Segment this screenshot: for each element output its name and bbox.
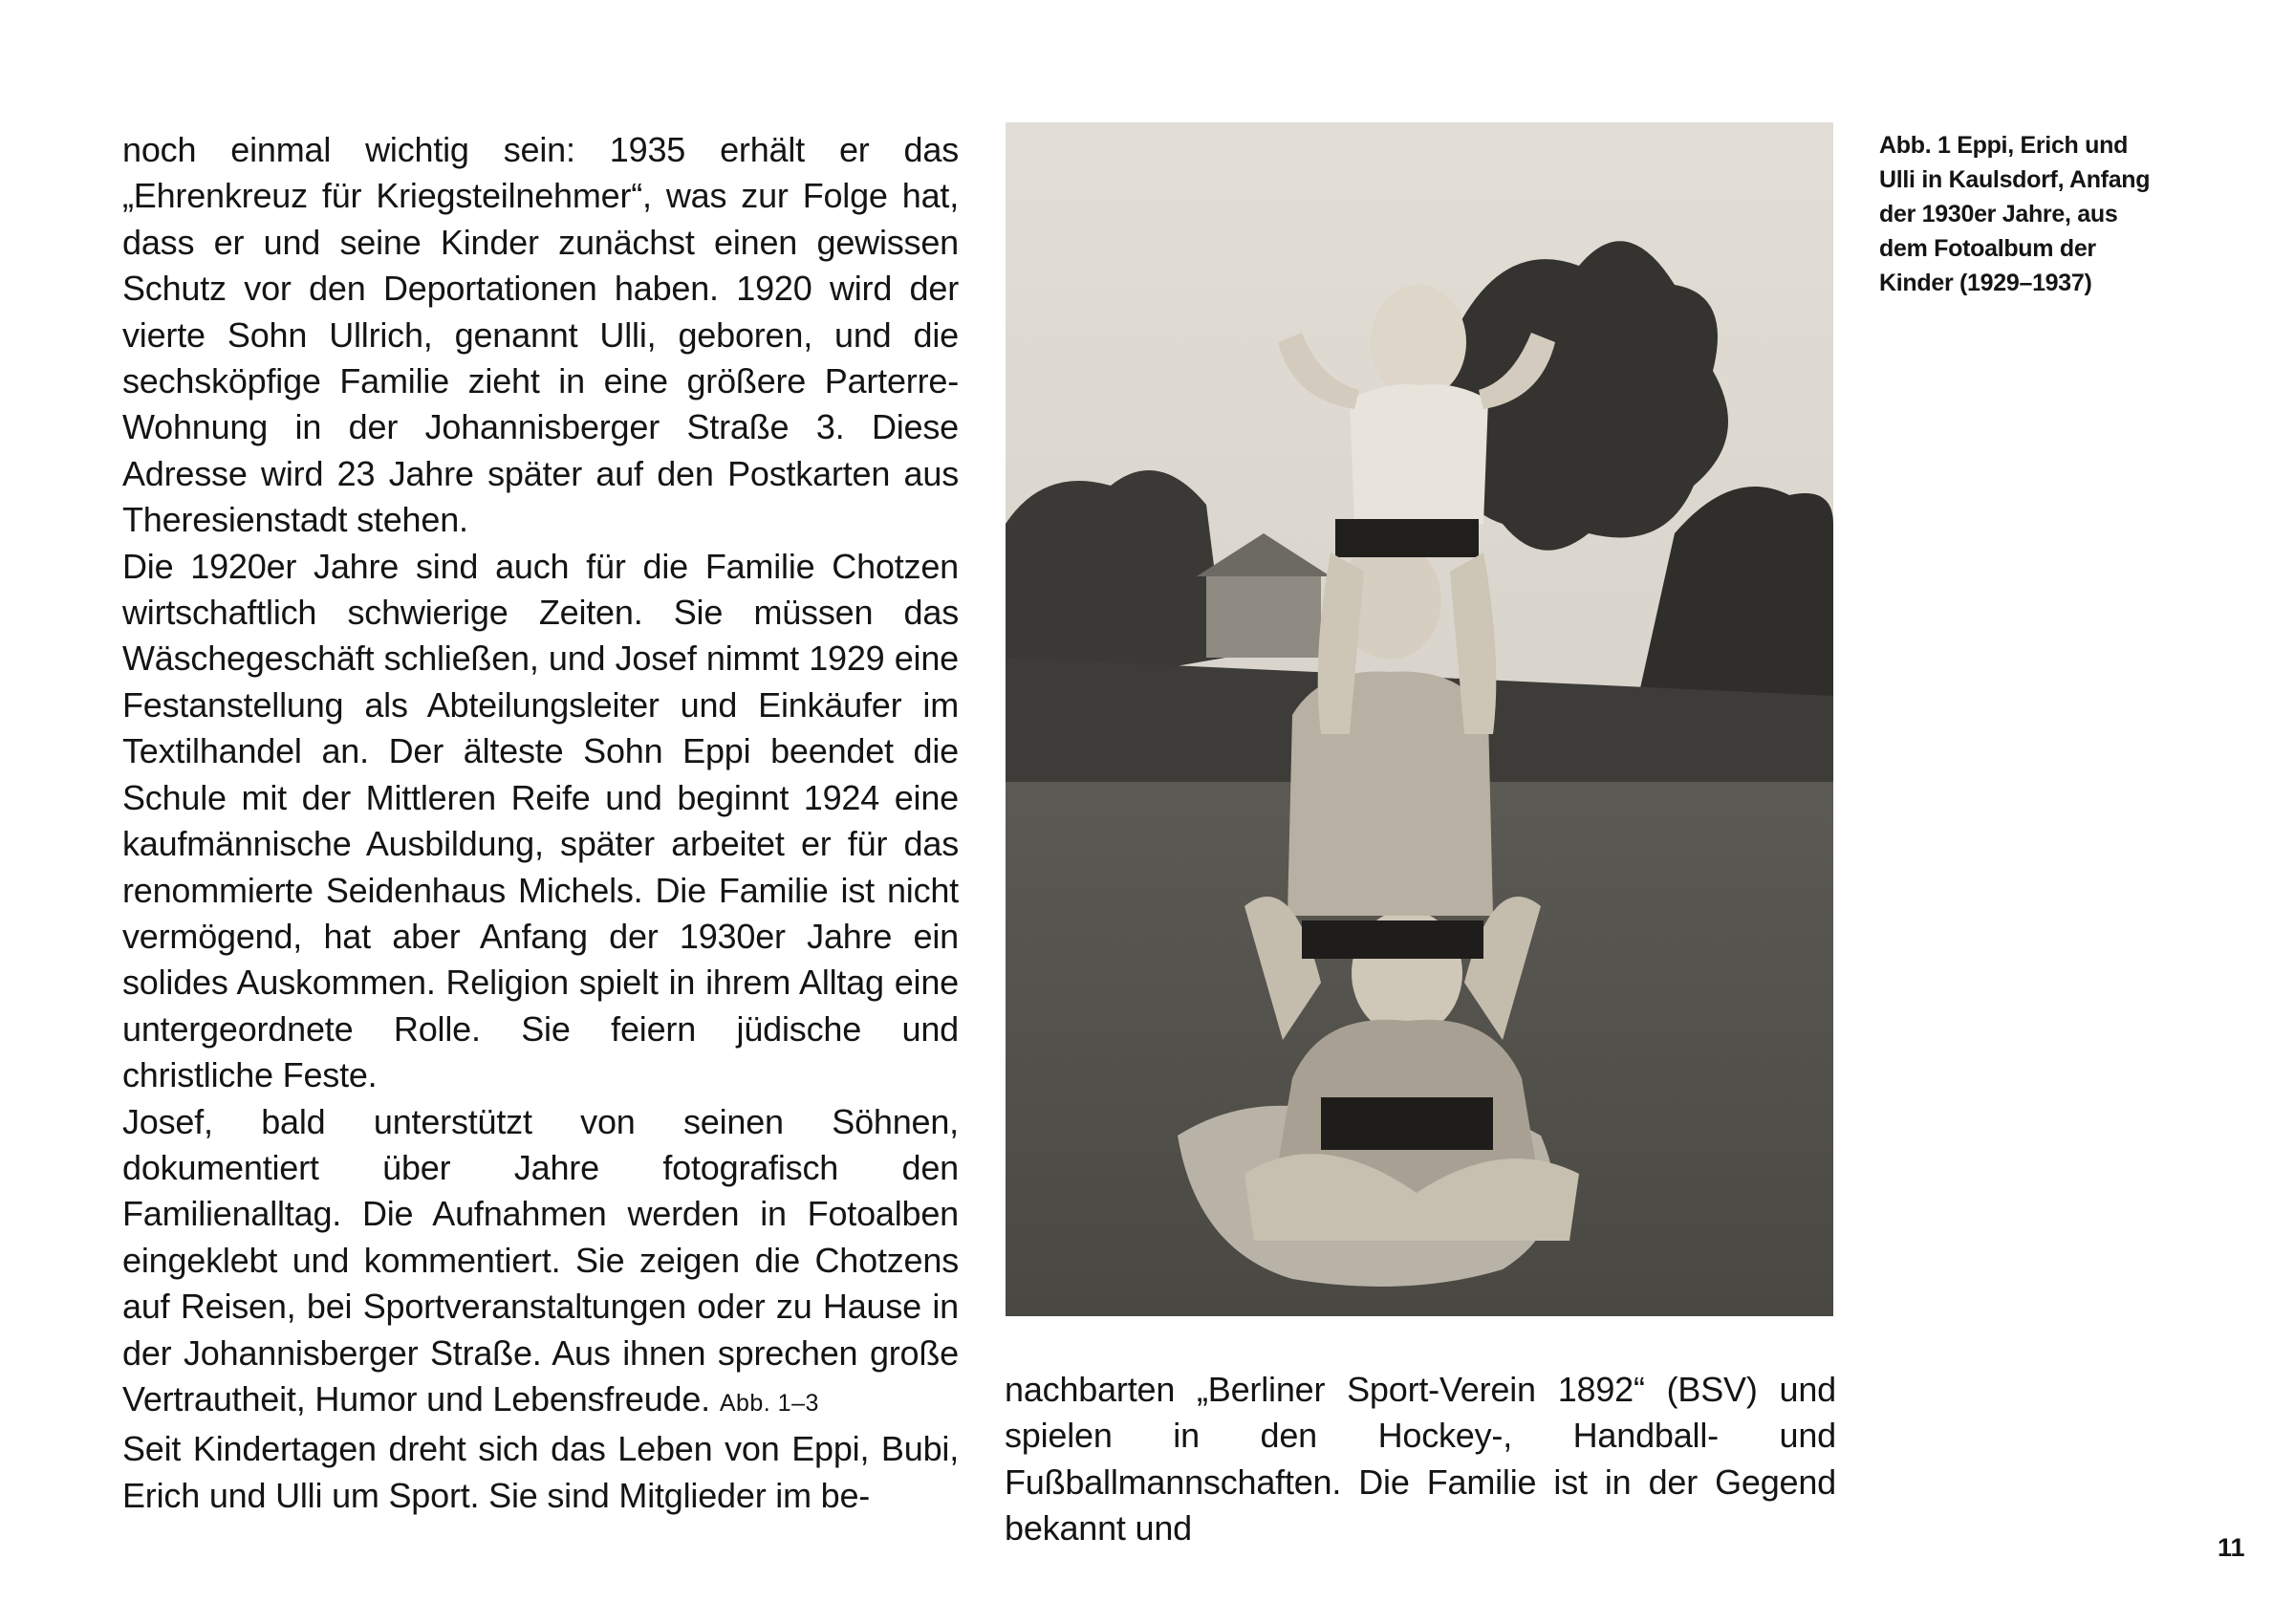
left-text-column	[122, 127, 959, 1519]
photograph-illustration	[1006, 122, 1833, 1316]
page-number: 11	[2218, 1533, 2245, 1562]
paragraph: Seit Kindertagen dreht sich das Leben von Eppi, Bubi, Erich und Ulli um Sport. Sie sind Mitglieder im be-	[122, 1429, 959, 1515]
paragraph-text: Josef, bald unterstützt von seinen Söhnen, dokumentiert über Jahre fotografisch den Familienalltag. Die Aufnahmen werden in Fotoalben eingeklebt und kommentiert. Sie zeigen die Chotzens auf Reisen, bei Sportveranstaltungen oder zu Hause in der Johannisberger Straße. Aus ihnen sprechen große Vertrautheit, Humor und Lebensfreude.	[122, 1101, 959, 1418]
figure-caption: Abb. 1 Eppi, Erich und Ulli in Kaulsdorf, Anfang der 1930er Jahre, aus dem Fotoalbum der Kinder (1929–1937)	[1879, 132, 2151, 296]
paragraph: Die 1920er Jahre sind auch für die Familie Chotzen wirtschaftlich schwierige Zeiten. Sie müssen das Wäschegeschäft schließen, und Josef nimmt 1929 eine Festanstellung als Abteilungsleiter und Einkäufer im Textilhandel an. Der älteste Sohn Eppi beendet die Schule mit der Mittleren Reife und beginnt 1924 eine kaufmännische Ausbildung, später arbeitet er für das renommierte Seidenhaus Michels. Die Familie ist nicht vermögend, hat aber Anfang der 1930er Jahre ein solides Auskommen. Religion spielt in ihrem Alltag eine untergeordnete Rolle. Sie feiern jüdische und christliche Feste.	[122, 546, 959, 1095]
paragraph	[122, 1099, 959, 1427]
right-text-column	[1005, 1367, 1836, 1552]
paragraph: nachbarten „Berliner Sport-Verein 1892“ (BSV) und spielen in den Hockey-, Handball- und Fußballmannschaften. Die Familie ist in der Gegend bekannt und	[1005, 1370, 1836, 1548]
figure-reference: Abb. 1–3	[719, 1389, 819, 1417]
photograph	[1006, 122, 1833, 1316]
paragraph: noch einmal wichtig sein: 1935 erhält er das „Ehrenkreuz für Kriegsteilnehmer“, was zur Folge hat, dass er und seine Kinder zunächst einen gewissen Schutz vor den Deportationen haben. 1920 wird der vierte Sohn Ullrich, genannt Ulli, geboren, und die sechsköpfige Familie zieht in eine größere Parterre-Wohnung in der Johannisberger Straße 3. Diese Adresse wird 23 Jahre später auf den Postkarten aus Theresienstadt stehen.	[122, 130, 959, 540]
